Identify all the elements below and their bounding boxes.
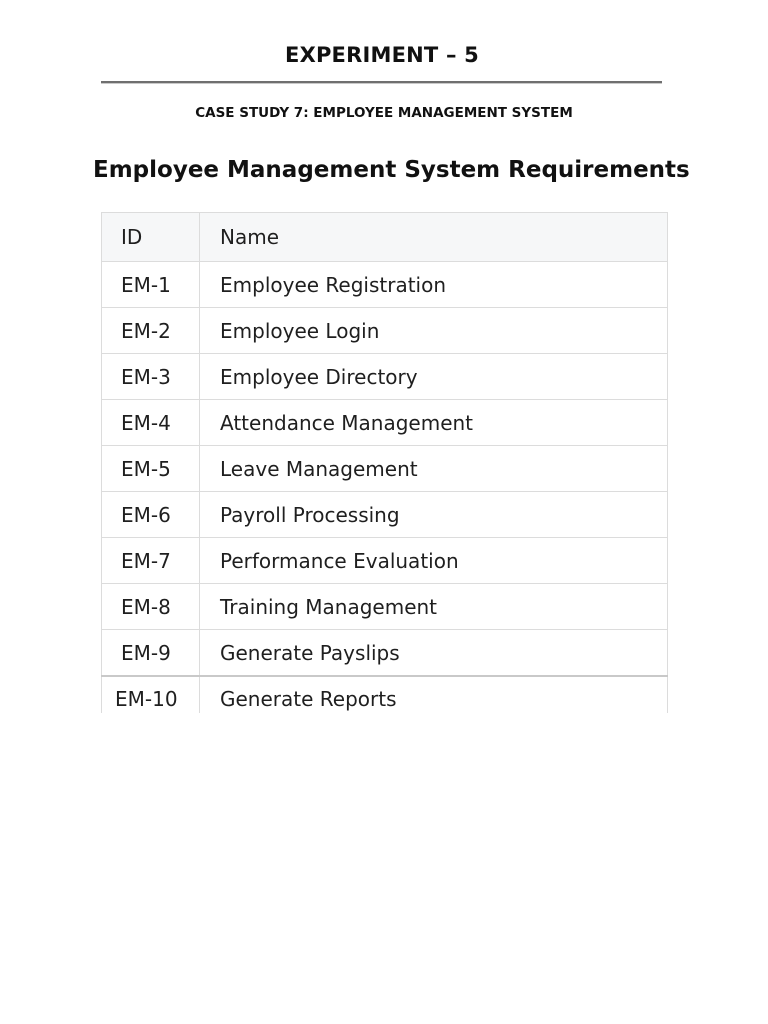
table-row xyxy=(102,630,668,677)
title-divider xyxy=(101,81,662,84)
row-name: Performance Evaluation xyxy=(200,538,668,584)
table-row xyxy=(102,354,668,400)
table-row xyxy=(102,584,668,630)
row-name: Employee Registration xyxy=(200,262,668,308)
row-id: EM-7 xyxy=(102,538,200,584)
row-id: EM-6 xyxy=(102,492,200,538)
row-name: Generate Reports xyxy=(200,676,668,713)
row-name: Payroll Processing xyxy=(200,492,668,538)
table-row xyxy=(102,676,668,713)
row-name: Employee Directory xyxy=(200,354,668,400)
row-id: EM-4 xyxy=(102,400,200,446)
row-id: EM-10 xyxy=(102,676,200,713)
table-row xyxy=(102,262,668,308)
row-id: EM-5 xyxy=(102,446,200,492)
table-row xyxy=(102,400,668,446)
table-row xyxy=(102,538,668,584)
table-header-row xyxy=(102,213,668,262)
section-heading: Employee Management System Requirements xyxy=(93,157,690,183)
row-id: EM-2 xyxy=(102,308,200,354)
row-id: EM-1 xyxy=(102,262,200,308)
header-name: Name xyxy=(200,213,668,262)
row-name: Attendance Management xyxy=(200,400,668,446)
table-row xyxy=(102,492,668,538)
row-name: Employee Login xyxy=(200,308,668,354)
table-row xyxy=(102,446,668,492)
table-row xyxy=(102,308,668,354)
row-id: EM-3 xyxy=(102,354,200,400)
requirements-table xyxy=(101,212,668,713)
row-name: Training Management xyxy=(200,584,668,630)
row-id: EM-8 xyxy=(102,584,200,630)
header-id: ID xyxy=(102,213,200,262)
row-name: Generate Payslips xyxy=(200,630,668,677)
row-name: Leave Management xyxy=(200,446,668,492)
case-study-subtitle: CASE STUDY 7: EMPLOYEE MANAGEMENT SYSTEM xyxy=(195,105,573,121)
experiment-title: EXPERIMENT – 5 xyxy=(285,43,479,67)
row-id: EM-9 xyxy=(102,630,200,677)
